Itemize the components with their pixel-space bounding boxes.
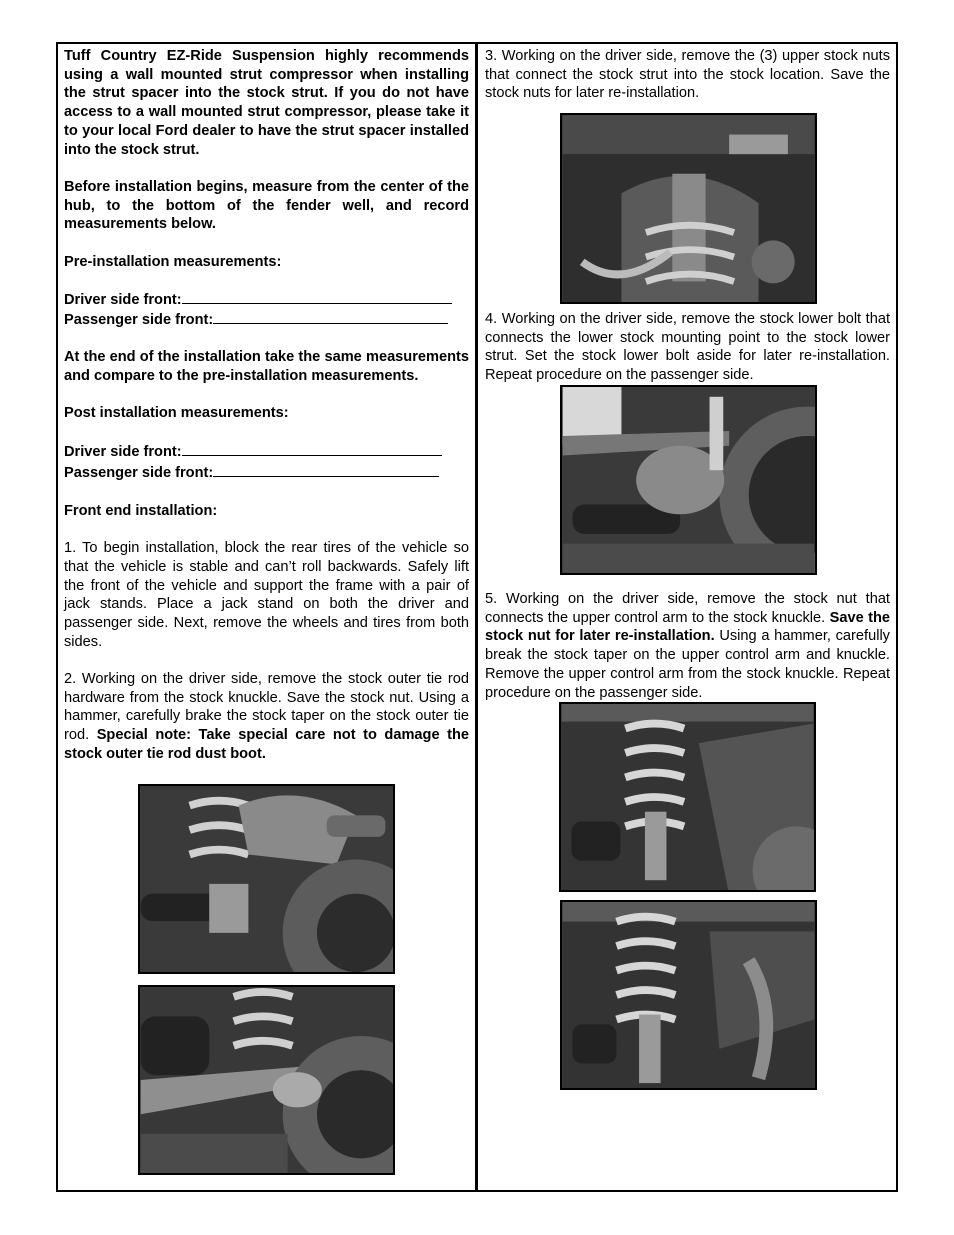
- front-end-heading: Front end installation:: [64, 502, 218, 519]
- pre-passenger-blank: [213, 310, 448, 324]
- step-2-text: 2. Working on the driver side, remove the stock outer tie rod hardware from the stock knuckle. Save the stock nut. Using a hammer, carefully brake the stock taper on the stock outer tie rod.: [64, 671, 469, 744]
- step-2-special-note: Special note: Take special care not to damage the stock outer tie rod dust boot.: [64, 727, 469, 762]
- post-driver-blank: [182, 442, 442, 456]
- step-4: 4. Working on the driver side, remove the stock lower bolt that connects the lower stock mounting point to the stock lower strut. Set the stock lower bolt aside for later re-installation. Repeat procedure on the passenger side.: [485, 311, 890, 384]
- right-column-step5: [485, 590, 890, 702]
- step-3: 3. Working on the driver side, remove the (3) upper stock nuts that connect the stock strut into the stock location. Save the stock nuts for later re-installation.: [485, 48, 890, 102]
- post-driver-label: Driver side front:: [64, 443, 182, 460]
- photo-upper-control-arm-1-image: [561, 704, 814, 890]
- post-driver-row: [64, 442, 469, 462]
- step-2: [64, 670, 469, 764]
- end-note: At the end of the installation take the same measurements and compare to the pre-installation measurements.: [64, 349, 469, 384]
- right-column-step4: [485, 310, 890, 385]
- photo-lower-strut-bolt: [560, 385, 817, 575]
- step-1: 1. To begin installation, block the rear tires of the vehicle so that the vehicle is stable and can’t roll backwards. Safely lift the front of the vehicle and support the frame with a pair of jack stands. Place a jack stand on both the driver and passenger side. Next, remove the wheels and tires from both sides.: [64, 540, 469, 650]
- step-5: [485, 590, 890, 702]
- photo-upper-control-arm-2: [560, 900, 817, 1090]
- pre-measurements-heading: Pre-installation measurements:: [64, 253, 282, 270]
- right-column: [485, 47, 890, 103]
- step-5-text-b: Using a hammer, carefully break the stock taper on the upper control arm and knuckle. Remove the upper control arm from the stock knuckle. Repeat procedure on the passenger side.: [485, 628, 890, 701]
- post-measurements-heading: Post installation measurements:: [64, 405, 289, 422]
- post-passenger-row: [64, 463, 469, 483]
- intro-paragraph: Tuff Country EZ-Ride Suspension highly recommends using a wall mounted strut compressor when installing the strut spacer into the stock strut. If you do not have access to a wall mounted strut compressor, please take it to your local Ford dealer to have the strut spacer installed into the stock strut.: [64, 48, 469, 158]
- photo-upper-control-arm-2-image: [562, 902, 815, 1088]
- post-passenger-label: Passenger side front:: [64, 465, 214, 482]
- step-5-text-a: 5. Working on the driver side, remove the stock nut that connects the upper control arm to the stock knuckle.: [485, 591, 890, 626]
- pre-driver-row: [64, 290, 469, 310]
- photo-upper-strut-nuts: [560, 113, 817, 304]
- pre-passenger-row: [64, 310, 469, 330]
- photo-outer-tie-rod-1: [138, 784, 395, 974]
- pre-driver-label: Driver side front:: [64, 292, 182, 309]
- photo-upper-control-arm-1: [559, 702, 816, 892]
- step-5-bold: Save the stock nut for later re-installation.: [485, 609, 890, 645]
- pre-driver-blank: [182, 290, 452, 304]
- measure-intro: Before installation begins, measure from the center of the hub, to the bottom of the fender well, and record measurements below.: [64, 178, 469, 233]
- photo-outer-tie-rod-1-image: [140, 786, 393, 972]
- pre-passenger-label: Passenger side front:: [64, 311, 214, 328]
- left-column: [64, 47, 469, 764]
- photo-outer-tie-rod-2-image: [140, 987, 393, 1173]
- photo-upper-strut-nuts-image: [562, 115, 815, 302]
- photo-lower-strut-bolt-image: [562, 387, 815, 573]
- photo-outer-tie-rod-2: [138, 985, 395, 1175]
- column-divider: [475, 42, 478, 1192]
- post-passenger-blank: [213, 463, 439, 477]
